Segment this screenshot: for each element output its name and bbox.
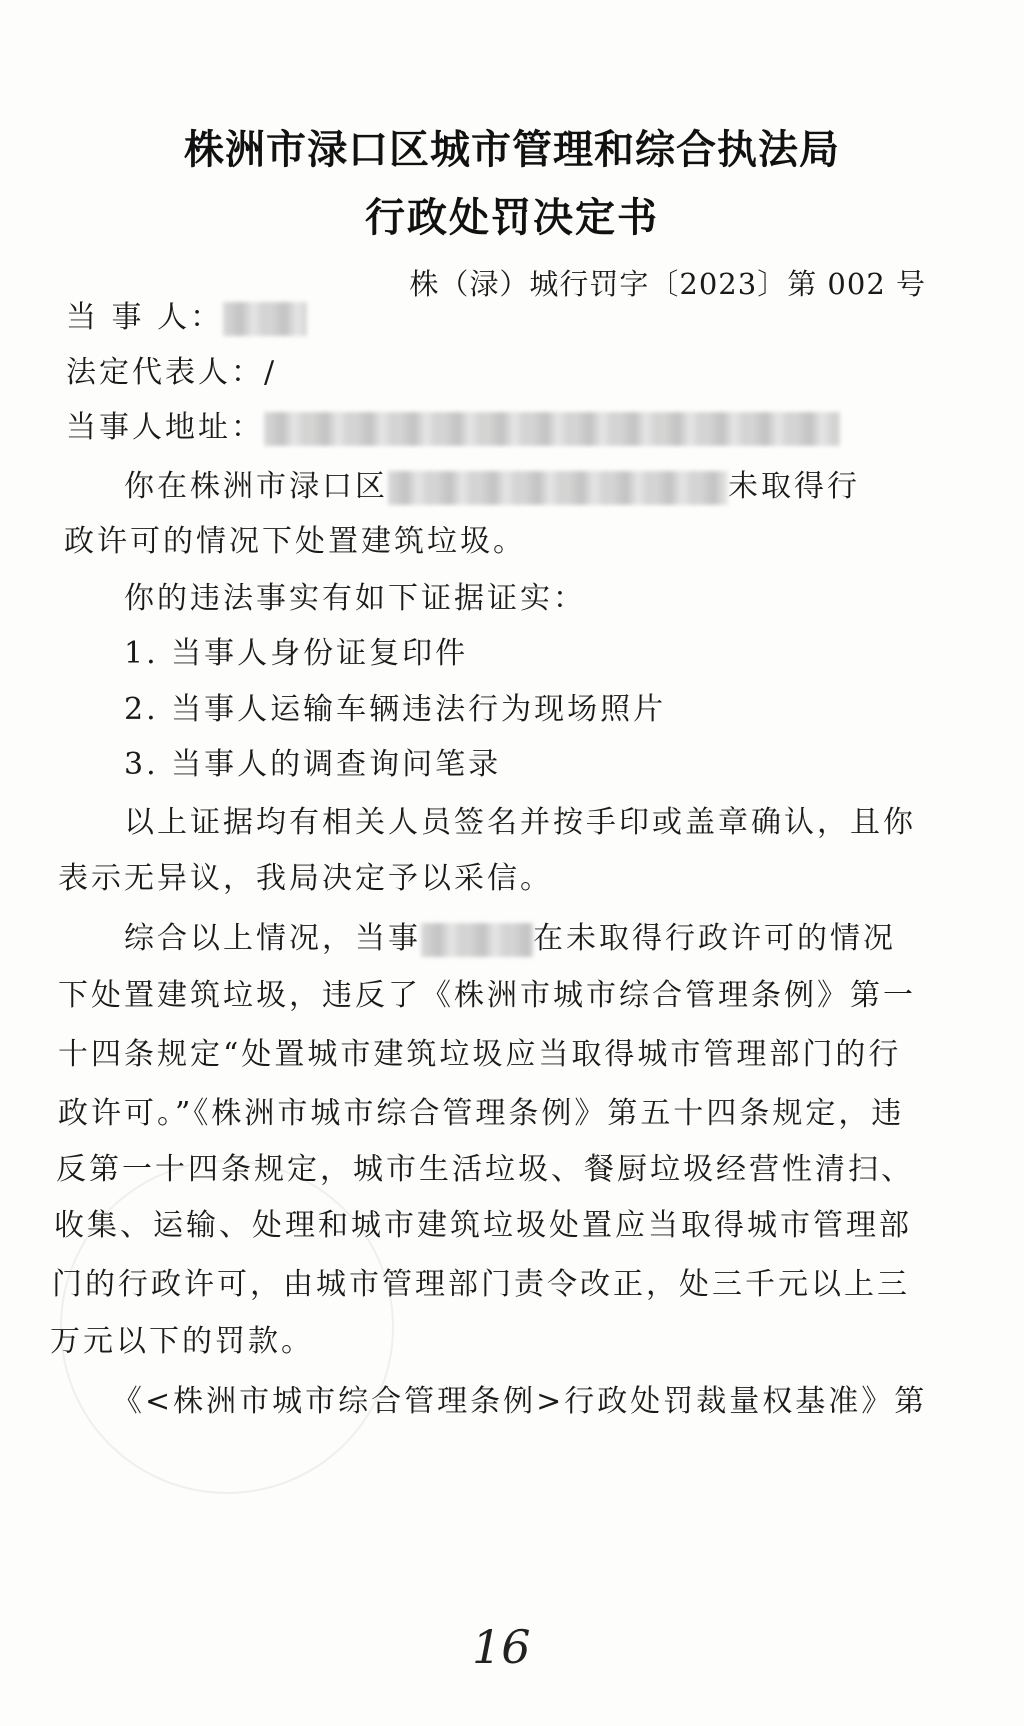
party-row: [66, 292, 307, 336]
paragraph-4-line-1: [124, 913, 896, 957]
legal-rep-row: [66, 347, 277, 391]
p4-text-a: 综合以上情况，当事: [124, 921, 421, 956]
paragraph-4-line: 收集、运输、处理和城市建筑垃圾处置应当取得城市管理部: [54, 1208, 912, 1243]
redacted-location: [388, 471, 728, 505]
evidence-item: 1. 当事人身份证复印件: [124, 636, 469, 671]
paragraph-4-line: 万元以下的罚款。: [50, 1324, 314, 1359]
redacted-party-name: [223, 302, 307, 336]
evidence-item: 2. 当事人运输车辆违法行为现场照片: [124, 692, 667, 727]
evidence-item: 3. 当事人的调查询问笔录: [124, 747, 502, 782]
redacted-address: [264, 412, 840, 446]
p1-text-b: 未取得行: [728, 469, 860, 504]
document-type-title: 行政处罚决定书: [365, 195, 659, 241]
legal-rep-label: 法定代表人：: [66, 355, 264, 390]
address-row: [66, 402, 840, 446]
p1-text-a: 你在株洲市渌口区: [124, 469, 388, 504]
party-label: 当 事 人：: [66, 300, 224, 335]
paragraph-1-line-1: [124, 461, 860, 505]
paragraph-4-line: 政许可。”《株洲市城市综合管理条例》第五十四条规定，违: [58, 1096, 905, 1131]
legal-rep-value: /: [264, 355, 278, 390]
paragraph-4-line: 下处置建筑垃圾，违反了《株洲市城市综合管理条例》第一: [58, 978, 916, 1013]
agency-title: 株洲市渌口区城市管理和综合执法局: [184, 127, 840, 173]
paragraph-4-line: 门的行政许可，由城市管理部门责令改正，处三千元以上三: [52, 1267, 910, 1302]
evidence-intro: 你的违法事实有如下证据证实：: [124, 581, 586, 616]
paragraph-3-line-2: 表示无异议，我局决定予以采信。: [58, 861, 553, 896]
document-number: 株（渌）城行罚字〔2023〕第 002 号: [409, 267, 926, 301]
paragraph-1-line-2: 政许可的情况下处置建筑垃圾。: [64, 524, 526, 559]
paragraph-4-line: 反第一十四条规定，城市生活垃圾、餐厨垃圾经营性清扫、: [56, 1152, 914, 1187]
address-label: 当事人地址：: [66, 410, 264, 445]
redacted-party-name: [421, 923, 533, 957]
p4-text-b: 在未取得行政许可的情况: [533, 921, 896, 956]
handwritten-page-number: 16: [472, 1620, 531, 1674]
paragraph-3-line-1: 以上证据均有相关人员签名并按手印或盖章确认，且你: [124, 805, 916, 840]
paragraph-5-line-1: 《<株洲市城市综合管理条例>行政处罚裁量权基准》第: [112, 1384, 928, 1419]
paragraph-4-line: 十四条规定“处置城市建筑垃圾应当取得城市管理部门的行: [58, 1037, 902, 1072]
